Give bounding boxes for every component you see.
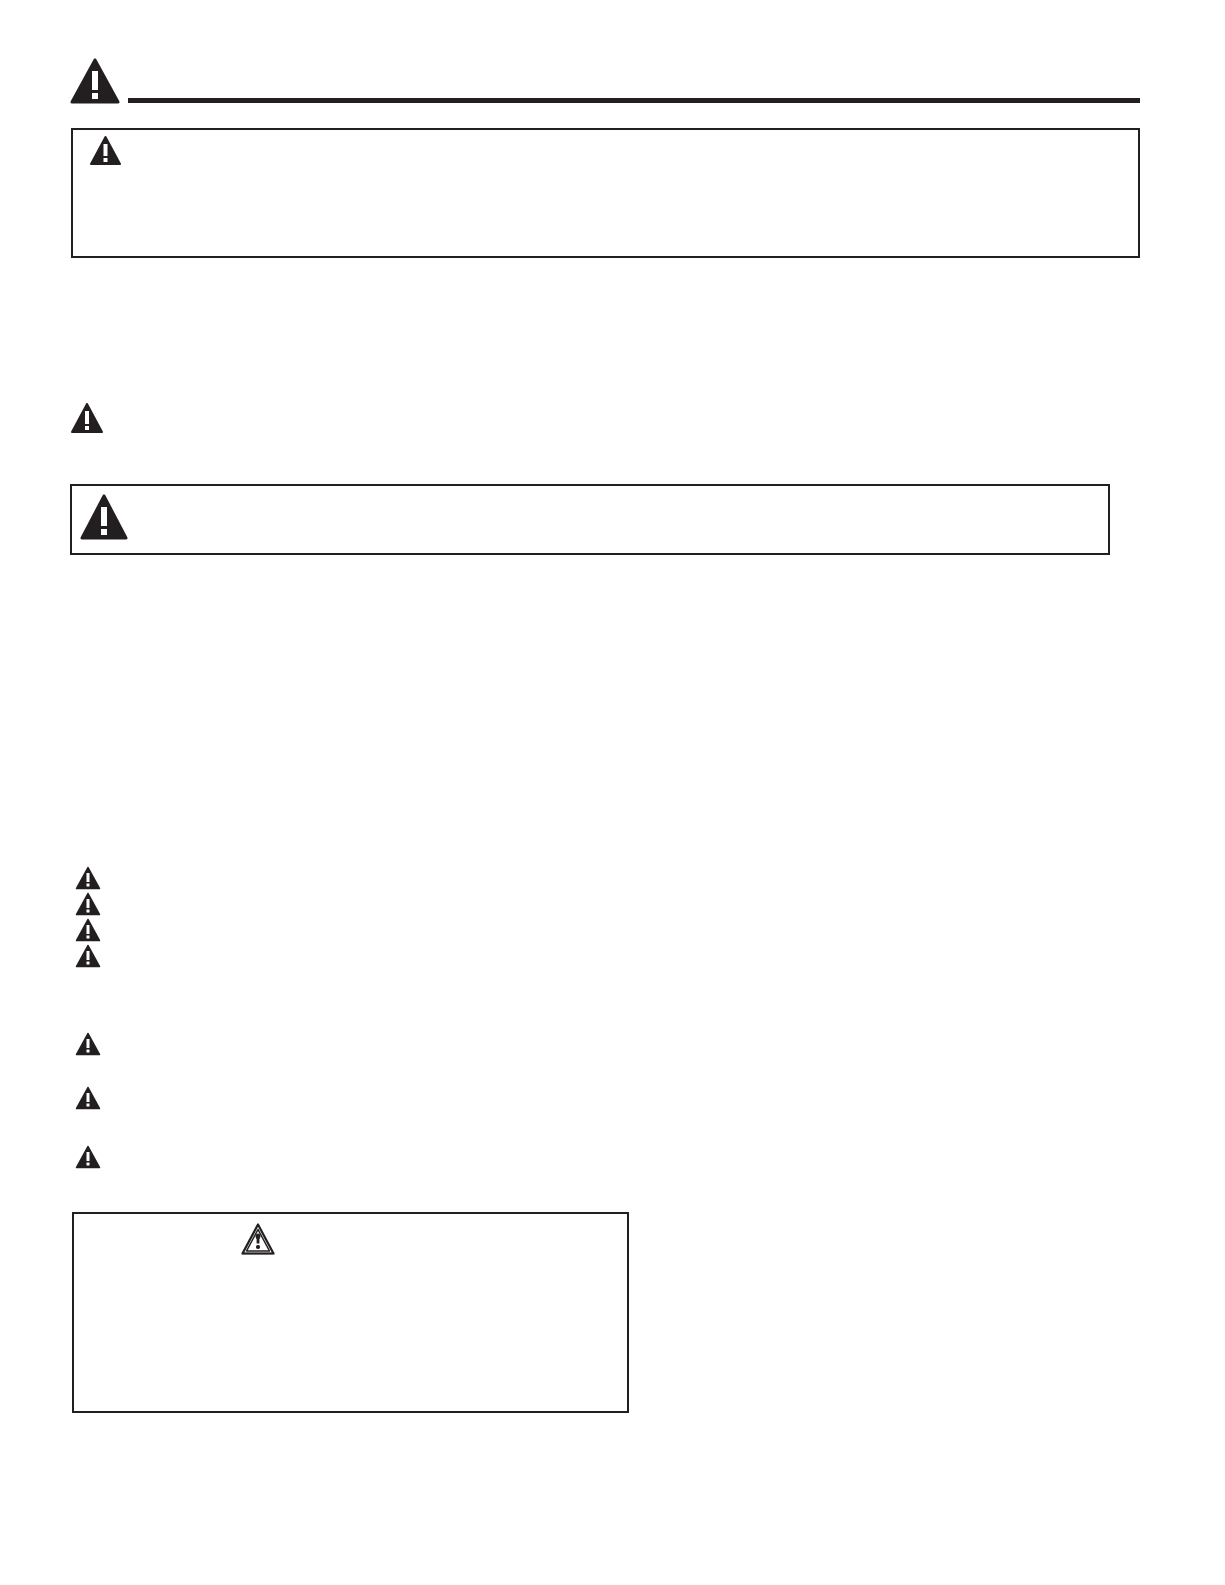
standalone-warning-icon (70, 402, 104, 434)
top-box-warning-icon (89, 135, 122, 166)
list-warning-icon (75, 892, 101, 916)
middle-warning-box (70, 484, 1110, 555)
list-warning-icon (75, 866, 101, 890)
list-warning-icon (75, 944, 101, 968)
list-warning-icon (75, 918, 101, 942)
middle-box-warning-icon (80, 494, 128, 540)
item-warning-icon (75, 1145, 101, 1169)
header-rule (128, 98, 1140, 103)
outline-warning-icon (240, 1222, 276, 1256)
item-warning-icon (75, 1032, 101, 1056)
bottom-warning-box (72, 1212, 629, 1413)
item-warning-icon (75, 1086, 101, 1110)
top-warning-box (71, 128, 1140, 258)
header-warning-icon (70, 58, 120, 104)
